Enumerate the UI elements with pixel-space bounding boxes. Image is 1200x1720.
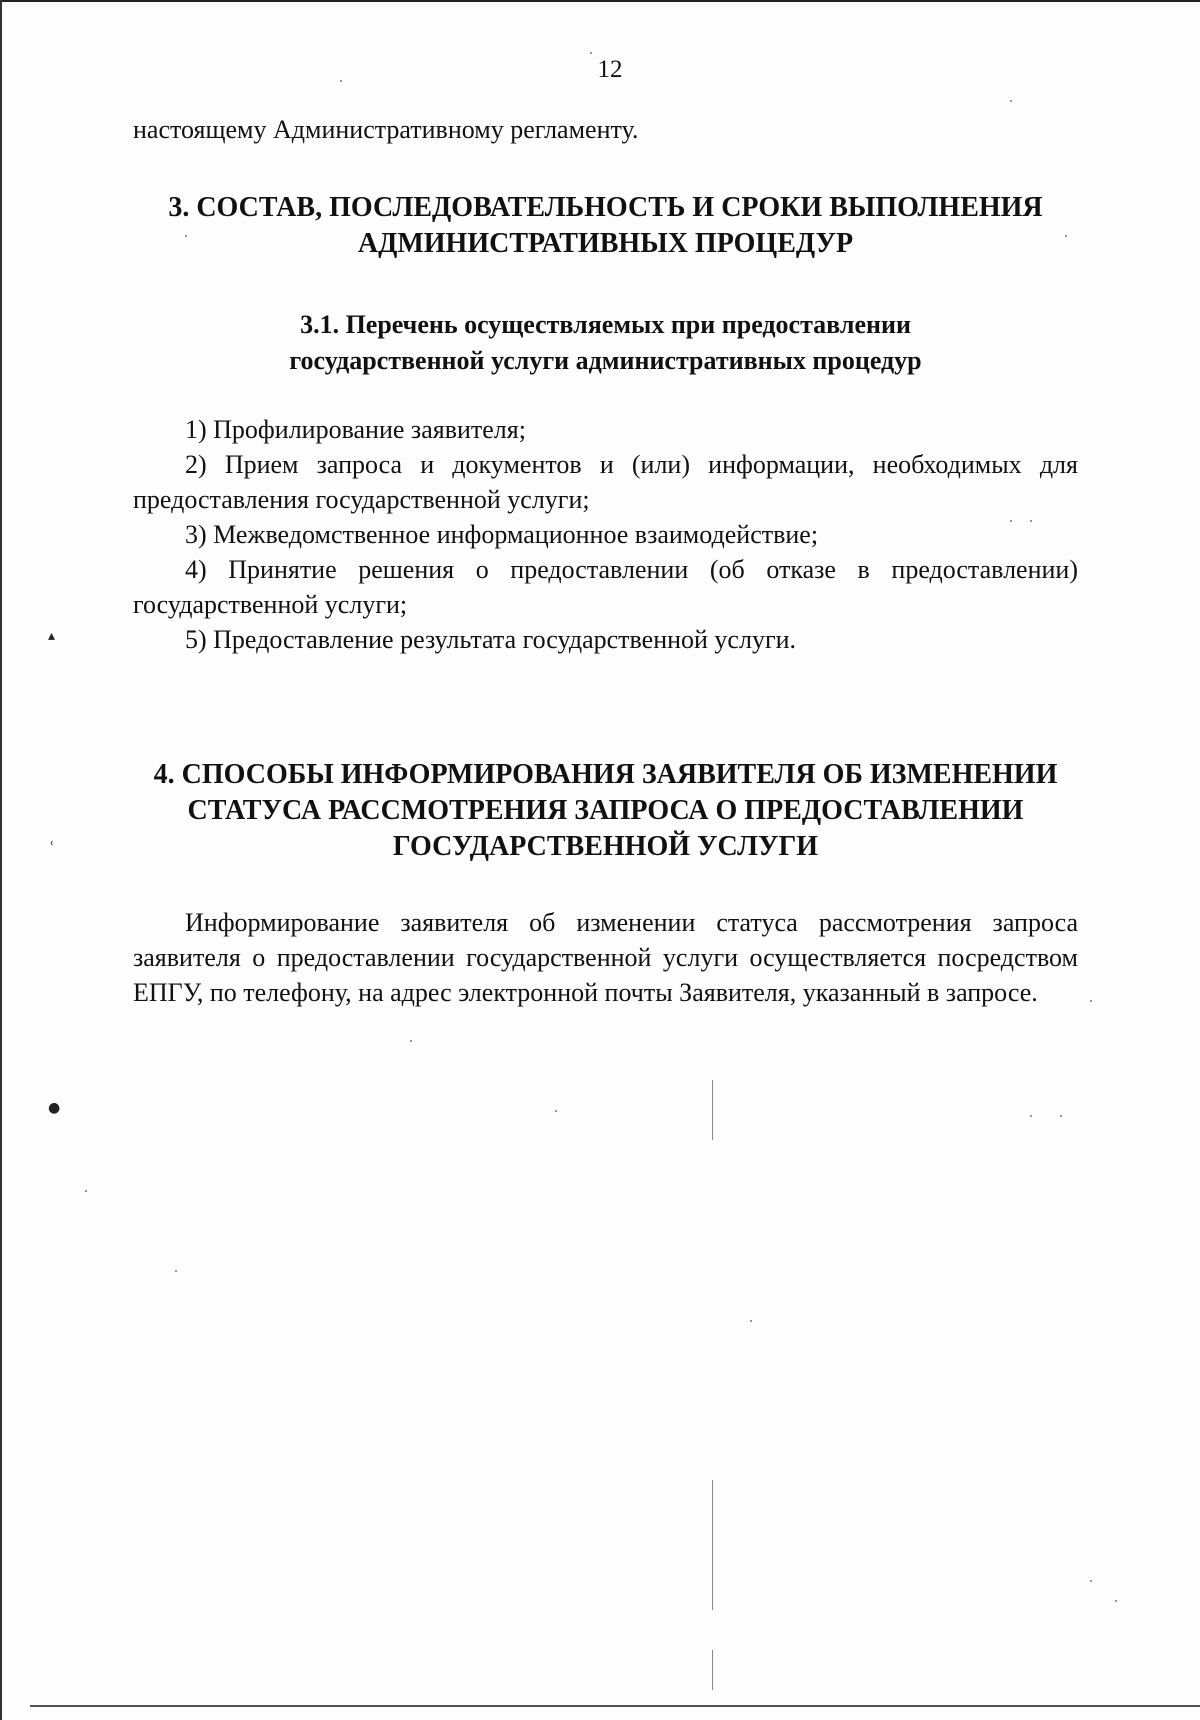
- scan-dot: [340, 80, 342, 82]
- section-3-1-heading: [133, 307, 1078, 379]
- procedure-list: [133, 412, 1078, 657]
- list-item: 5) Предоставление результата государственной услуги.: [185, 625, 797, 654]
- page-number: 12: [597, 56, 623, 83]
- list-item: 2) Прием запроса и документов и (или) информации, необходимых для предоставления государственной услуги;: [133, 450, 1078, 514]
- scan-edge-bottom: [30, 1705, 1200, 1707]
- scan-speck: ●: [48, 1100, 61, 1116]
- scan-dot: [410, 1040, 412, 1042]
- section-3-1-heading-line-2: государственной услуги административных процедур: [289, 346, 922, 375]
- section-3-1-heading-line-1: 3.1. Перечень осуществляемых при предоставлении: [300, 310, 911, 339]
- scan-dot: [1010, 520, 1012, 522]
- intro-text: настоящему Административному регламенту.: [133, 115, 639, 144]
- list-item: 3) Межведомственное информационное взаимодействие;: [185, 520, 819, 549]
- scan-dot: [1010, 100, 1012, 102]
- section-4-paragraph: Информирование заявителя об изменении статуса рассмотрения запроса заявителя о предоставлении государственной услуги осуществляется посредством ЕПГУ, по телефону, на адрес электронной почты Заявителя, указанный в запросе.: [133, 908, 1078, 1007]
- scan-speck: ʿ: [50, 840, 55, 856]
- scan-edge-left: [0, 0, 2, 1720]
- list-item: 4) Принятие решения о предоставлении (об отказе в предоставлении) государственной услуги;: [133, 555, 1078, 619]
- section-4-heading-line-3: ГОСУДАРСТВЕННОЙ УСЛУГИ: [392, 831, 819, 862]
- scan-streak: [712, 1480, 713, 1610]
- scan-dot: [750, 1320, 752, 1322]
- scan-speck: ▴: [48, 628, 56, 644]
- scan-dot: [1090, 1000, 1092, 1002]
- scan-dot: [1060, 1115, 1062, 1117]
- list-item: 1) Профилирование заявителя;: [185, 415, 526, 444]
- scan-dot: [175, 1270, 177, 1272]
- scan-dot: [1030, 1115, 1032, 1117]
- scan-dot: [1030, 520, 1032, 522]
- scan-dot: [85, 1190, 87, 1192]
- scan-dot: [1115, 1600, 1117, 1602]
- scan-dot: [185, 235, 187, 237]
- scan-streak: [712, 1650, 713, 1690]
- scan-dot: [1090, 1580, 1092, 1582]
- section-4-heading: [133, 757, 1078, 865]
- scan-dot: [590, 52, 592, 54]
- scan-edge-top: [0, 0, 1200, 2]
- section-4-heading-line-1: 4. СПОСОБЫ ИНФОРМИРОВАНИЯ ЗАЯВИТЕЛЯ ОБ ИЗМЕНЕНИИ: [153, 759, 1058, 790]
- scan-streak: [712, 1080, 713, 1140]
- scan-dot: [555, 1110, 557, 1112]
- section-3-heading-line-1: 3. СОСТАВ, ПОСЛЕДОВАТЕЛЬНОСТЬ И СРОКИ ВЫПОЛНЕНИЯ: [168, 192, 1043, 223]
- section-3-heading-line-2: АДМИНИСТРАТИВНЫХ ПРОЦЕДУР: [357, 228, 854, 259]
- scan-dot: [1065, 235, 1067, 237]
- section-3-heading: [133, 190, 1078, 262]
- section-4-heading-line-2: СТАТУСА РАССМОТРЕНИЯ ЗАПРОСА О ПРЕДОСТАВЛЕНИИ: [187, 795, 1024, 826]
